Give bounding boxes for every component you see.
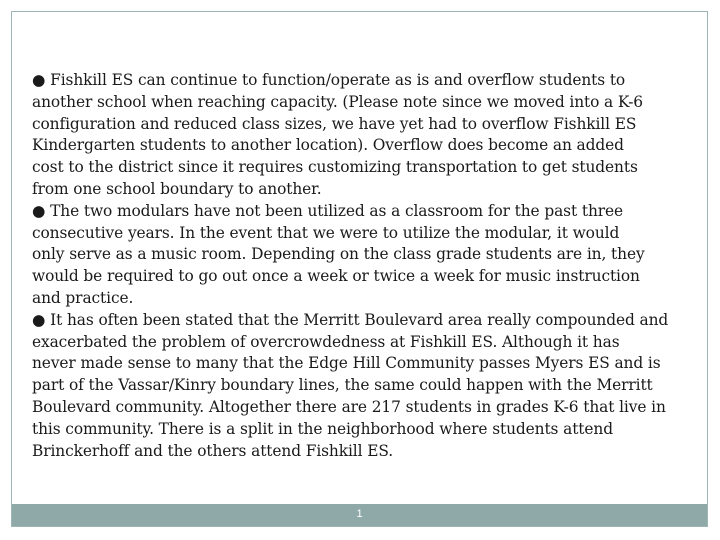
footer-bar	[12, 504, 707, 526]
text-line: and practice.	[32, 288, 134, 307]
text-line: ● The two modulars have not been utilized as a classroom for the past three	[32, 201, 624, 220]
slide-body	[32, 70, 692, 462]
text-line: exacerbated the problem of overcrowdedness at Fishkill ES. Although it has	[32, 332, 620, 351]
text-line: Brinckerhoff and the others attend Fishkill ES.	[32, 441, 394, 460]
text-line: another school when reaching capacity. (Please note since we moved into a K-6	[32, 92, 643, 111]
text-line: ● Fishkill ES can continue to function/operate as is and overflow students to	[32, 71, 626, 89]
text-line: would be required to go out once a week or twice a week for music instruction	[32, 267, 640, 286]
paragraph-merritt-boulevard	[32, 310, 692, 463]
text-line: ● It has often been stated that the Merritt Boulevard area really compounded and	[32, 310, 669, 329]
text-line: Kindergarten students to another location). Overflow does become an added	[32, 136, 624, 155]
text-line: part of the Vassar/Kinry boundary lines, the same could happen with the Merritt	[32, 376, 653, 395]
text-line: from one school boundary to another.	[32, 179, 322, 198]
text-line: cost to the district since it requires customizing transportation to get students	[32, 158, 638, 177]
text-line: consecutive years. In the event that we were to utilize the modular, it would	[32, 223, 620, 242]
page-number: 1	[356, 508, 363, 520]
text-line: configuration and reduced class sizes, we have yet had to overflow Fishkill ES	[32, 114, 637, 133]
text-line: never made sense to many that the Edge Hill Community passes Myers ES and is	[32, 354, 661, 373]
text-line: only serve as a music room. Depending on the class grade students are in, they	[32, 245, 645, 264]
text-line: this community. There is a split in the neighborhood where students attend	[32, 419, 613, 438]
paragraph-fishkill-overflow	[32, 70, 692, 201]
text-line: Boulevard community. Altogether there are 217 students in grades K-6 that live in	[32, 397, 666, 416]
paragraph-modulars	[32, 201, 692, 310]
